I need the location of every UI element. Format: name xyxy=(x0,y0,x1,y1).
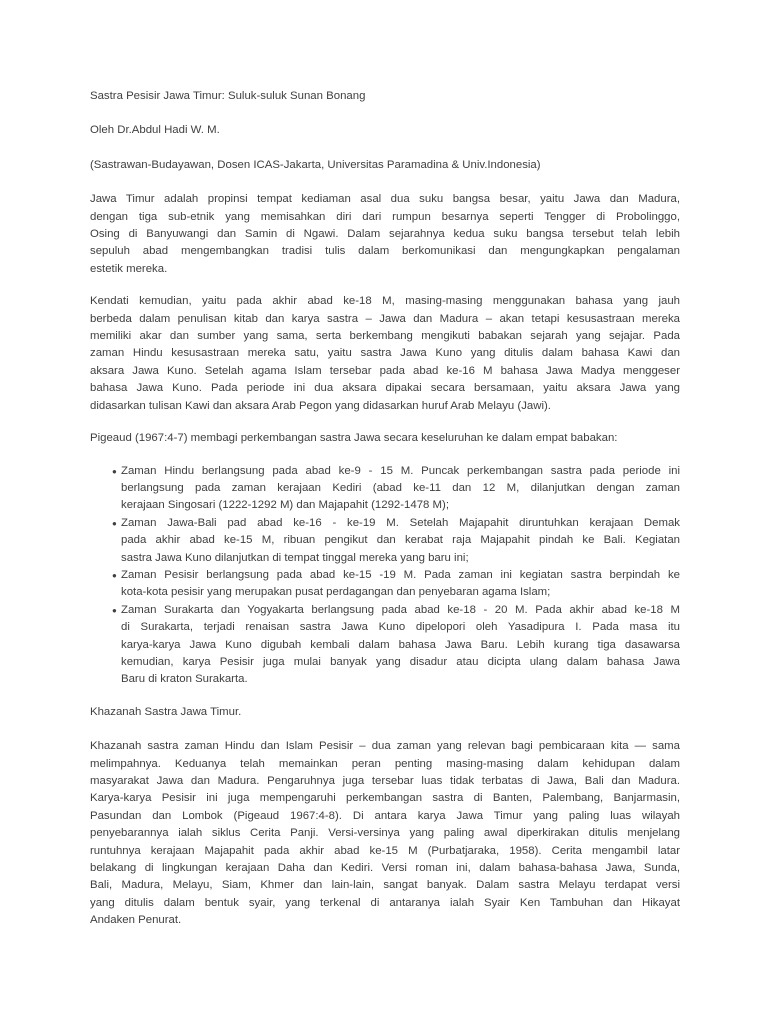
paragraph-line: Khazanah sastra zaman Hindu dan Islam Pesisir – dua zaman yang relevan bagi pembicaraan kita — sama xyxy=(90,740,680,753)
list-item xyxy=(90,463,680,515)
affiliation-text: (Sastrawan-Budayawan, Dosen ICAS-Jakarta, Universitas Paramadina & Univ.Indonesia) xyxy=(90,158,541,171)
list-line: Zaman Jawa-Bali pad abad ke-16 - ke-19 M. Setelah Majapahit diruntuhkan kerajaan Demak xyxy=(121,516,680,529)
paragraph-3 xyxy=(90,430,680,447)
paragraph-line: Jawa Timur adalah propinsi tempat kediaman asal dua suku bangsa besar, yaitu Jawa dan Madura, xyxy=(90,193,680,206)
paragraph-line: belakang di lingkungan kerajaan Daha dan Kediri. Versi roman ini, dalam bahasa-bahasa Jawa, Sunda, xyxy=(90,862,680,875)
paragraph-line: estetik mereka. xyxy=(90,262,168,275)
list-line: di Surakarta, terjadi renaisan sastra Jawa Kuno dipelopori oleh Yasadipura I. Pada masa itu xyxy=(121,621,680,634)
list-line: Zaman Hindu berlangsung pada abad ke-9 - 15 M. Puncak perkembangan sastra pada periode ini xyxy=(121,464,680,477)
paragraph-line: masyarakat Jawa dan Madura. Pengaruhnya juga tersebar luas tidak terbatas di Jawa, Bali dan Madura. xyxy=(90,775,680,787)
paragraph-line: Pigeaud (1967:4-7) membagi perkembangan sastra Jawa secara keseluruhan ke dalam empat babakan: xyxy=(90,432,618,445)
paragraph-2 xyxy=(90,293,680,415)
paragraph-line: berbeda dalam penulisan kitab dan karya sastra – Jawa dan Madura – akan tetapi kesusastraan mereka xyxy=(90,312,680,325)
paragraph-line: memiliki akar dan sumber yang sama, serta berkembang mengikuti babakan sejarah yang sejajar. Pada xyxy=(90,330,680,343)
list-line: sastra Jawa Kuno dilanjutkan di tempat tinggal mereka yang baru ini; xyxy=(121,551,469,564)
list-line: berlangsung pada zaman kerajaan Kediri (abad ke-11 dan 12 M, dilanjutkan dengan zaman xyxy=(121,481,680,494)
paragraph-line: Kendati kemudian, yaitu pada akhir abad ke-18 M, masing-masing menggunakan bahasa yang jauh xyxy=(90,295,680,308)
paragraph-line: melimpahnya. Keduanya telah memainkan peran penting masing-masing dalam kehidupan dalam xyxy=(90,757,680,770)
list-line: Baru di kraton Surakarta. xyxy=(121,673,248,686)
paragraph-line: Osing di Banyuwangi dan Samin di Ngawi. Dalam sejarahnya kedua suku bangsa tersebut telah lebih xyxy=(90,228,680,241)
bullet-icon: ● xyxy=(112,570,117,580)
list-line: kemudian, karya Pesisir juga mulai banyak yang disadur atau dicipta ulang dalam bahasa Jawa xyxy=(121,655,680,668)
document-page xyxy=(90,88,680,945)
document-title xyxy=(90,88,680,105)
title-text: Sastra Pesisir Jawa Timur: Suluk-suluk Sunan Bonang xyxy=(90,90,366,102)
paragraph-line: dengan tiga sub-etnik yang memisahkan diri dari rumpun besarnya seperti Tengger di Probolinggo, xyxy=(90,210,680,223)
document-affiliation xyxy=(90,157,680,174)
paragraph-final xyxy=(90,738,680,929)
list-line: kota-kota pesisir yang merupakan pusat perdagangan dan penyebaran agama Islam; xyxy=(121,586,551,599)
list-line: karya-karya Jawa Kuno digubah kembali dalam bahasa Jawa Baru. Lebih kurang tiga dasawarsa xyxy=(121,638,680,651)
list-line: kerajaan Singosari (1222-1292 M) dan Majapahit (1292-1478 M); xyxy=(121,499,449,512)
list-item xyxy=(90,567,680,602)
list-line: Zaman Surakarta dan Yogyakarta berlangsung pada abad ke-18 - 20 M. Pada akhir abad ke-18 M xyxy=(121,603,680,616)
section-heading-text: Khazanah Sastra Jawa Timur. xyxy=(90,705,242,718)
paragraph-line: Pasundan dan Lombok (Pigeaud 1967:4-8). Di antara karya Jawa Timur yang paling luas wilayah xyxy=(90,809,680,822)
paragraph-line: bahasa Jawa Kuno. Pada periode ini dua aksara dipakai secara bersamaan, yaitu aksara Jawa yang xyxy=(90,382,680,395)
paragraph-line: yang ditulis dalam bentuk syair, yang terkenal di antaranya ialah Syair Ken Tambuhan dan Hikayat xyxy=(90,896,680,909)
paragraph-line: sepuluh abad mengembangkan tradisi tulis dalam berkomunikasi dan mengungkapkan pengalaman xyxy=(90,245,680,258)
list-item xyxy=(90,602,680,689)
bullet-icon: ● xyxy=(112,605,117,615)
era-list xyxy=(90,463,680,689)
bullet-icon: ● xyxy=(112,518,117,528)
section-heading xyxy=(90,704,680,721)
list-line: pada akhir abad ke-15 M, ribuan pengikut dan kerabat raja Majapahit pindah ke Bali. Kegiatan xyxy=(121,534,680,547)
paragraph-line: Andaken Penurat. xyxy=(90,914,182,927)
paragraph-line: penyebarannya ialah siklus Cerita Panji. Versi-versinya yang paling awal diperkirakan ditulis menjelang xyxy=(90,827,680,840)
paragraph-line: zaman Hindu kesusastraan mereka satu, yaitu sastra Jawa Kuno yang ditulis dalam bahasa Kawi dan xyxy=(90,347,680,360)
paragraph-line: aksara Jawa Kuno. Setelah agama Islam tersebar pada abad ke-16 M bahasa Jawa Madya menggeser xyxy=(90,364,680,377)
paragraph-line: didasarkan tulisan Kawi dan aksara Arab Pegon yang didasarkan huruf Arab Melayu (Jawi). xyxy=(90,399,551,412)
paragraph-line: Karya-karya Pesisir ini juga mempengaruhi perkembangan sastra di Banten, Palembang, Banjarmasin, xyxy=(90,792,680,805)
list-item xyxy=(90,515,680,567)
paragraph-line: runtuhnya kerajaan Majapahit pada akhir abad ke-15 M (Purbatjaraka, 1958). Cerita mengambil latar xyxy=(90,844,680,857)
paragraph-1 xyxy=(90,191,680,278)
author-text: Oleh Dr.Abdul Hadi W. M. xyxy=(90,124,220,137)
paragraph-line: Bali, Madura, Melayu, Siam, Khmer dan lain-lain, sangat banyak. Dalam sastra Melayu terdapat versi xyxy=(90,879,680,892)
document-author xyxy=(90,122,680,139)
bullet-icon: ● xyxy=(112,466,117,476)
list-line: Zaman Pesisir berlangsung pada abad ke-15 -19 M. Pada zaman ini kegiatan sastra berpindah ke xyxy=(121,568,680,581)
